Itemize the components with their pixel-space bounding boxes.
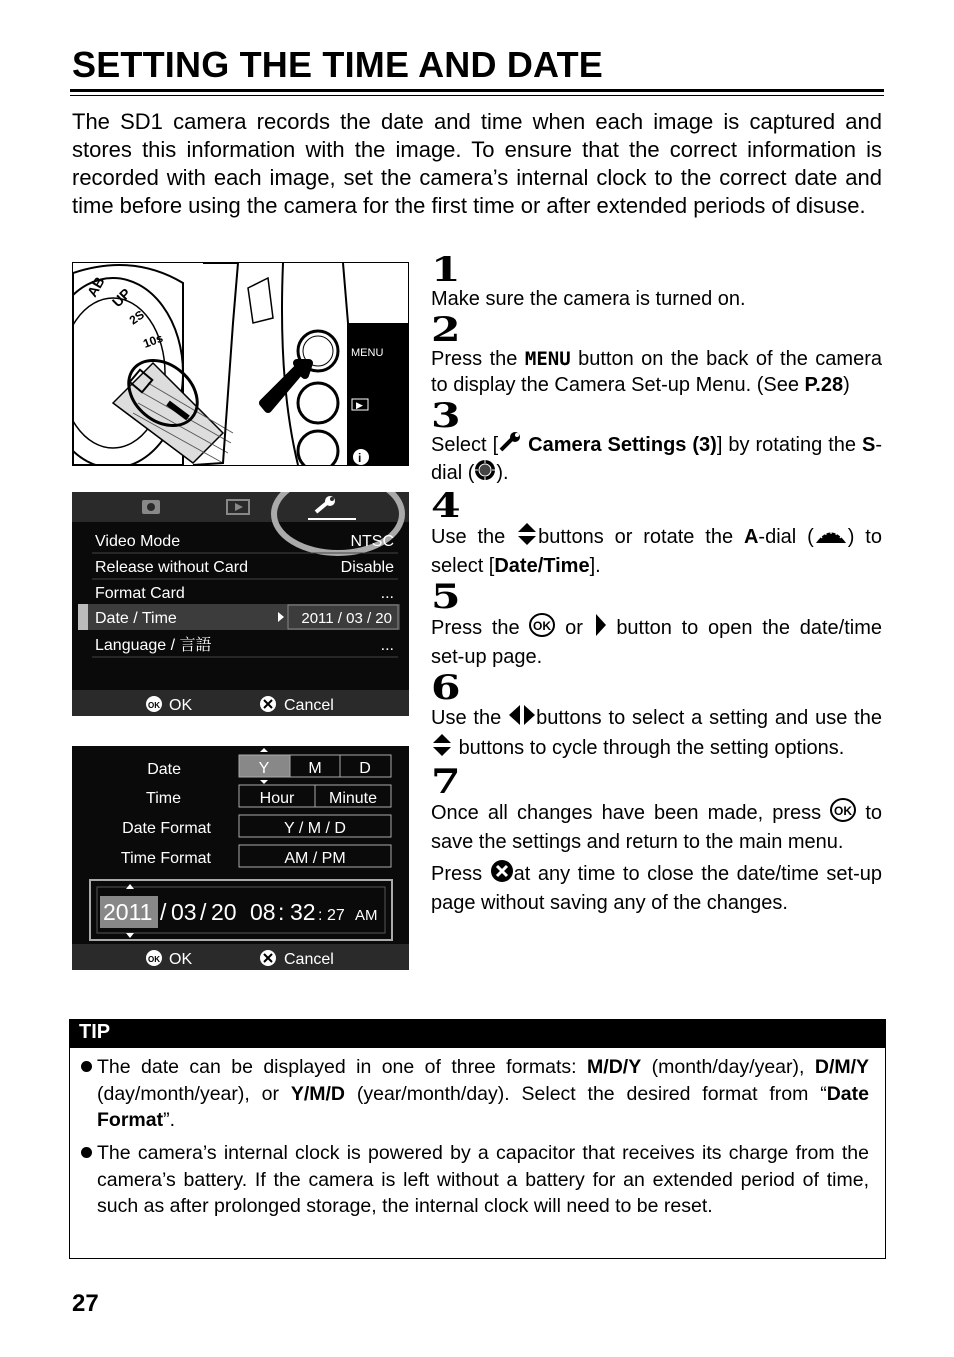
camera-back-illustration bbox=[193, 263, 408, 465]
step-number: 4 bbox=[431, 486, 461, 527]
time-option-hour: Hour bbox=[259, 790, 295, 807]
dial-label: UP bbox=[108, 285, 134, 311]
tip-item: The date can be displayed in one of three formats: M/D/Y (month/day/year), D/M/Y (day/month/year), or Y/M/D (year/month/day). Select the desired format from “Date Format”. bbox=[97, 1054, 869, 1134]
menu-row-value: Disable bbox=[340, 559, 394, 576]
step-number: 7 bbox=[431, 762, 461, 803]
svg-text:OK: OK bbox=[834, 804, 853, 819]
menu-row-value: ... bbox=[380, 585, 394, 602]
time-format-option: AM / PM bbox=[284, 850, 346, 867]
title-rule-thin bbox=[70, 95, 884, 96]
svg-text::: : bbox=[318, 907, 323, 924]
datetime-row-label: Date bbox=[147, 761, 181, 778]
menu-button-label: MENU bbox=[351, 347, 384, 359]
tip-item: The camera’s internal clock is powered by a capacitor that receives its charge from the camera’s battery. If the camera is left without a battery for an extended period of time, such as after prolonged storage, the internal clock will need to be reset. bbox=[97, 1140, 869, 1220]
up-down-arrows-icon bbox=[431, 733, 453, 764]
time-option-minute: Minute bbox=[328, 790, 378, 807]
tip-box bbox=[69, 1048, 886, 1259]
menu-row-label-selected: Date / Time bbox=[95, 610, 177, 627]
date-option-month: M bbox=[308, 760, 322, 777]
svg-text:OK: OK bbox=[533, 619, 552, 634]
s-dial-icon bbox=[474, 459, 496, 488]
menu-word: MENU bbox=[524, 348, 571, 370]
ok-button-icon bbox=[830, 798, 856, 829]
date-option-year: Y bbox=[258, 760, 270, 777]
readout-second: 27 bbox=[327, 907, 345, 924]
page-number: 27 bbox=[72, 1290, 99, 1317]
svg-text:OK: OK bbox=[148, 955, 160, 964]
bullet-icon bbox=[81, 1061, 92, 1072]
readout-day: 20 bbox=[211, 899, 237, 925]
info-button-label: i bbox=[358, 451, 362, 465]
page-reference: P.28 bbox=[804, 374, 844, 396]
step-text: Use the buttons to select a setting and use the buttons to cycle through the setting options. bbox=[431, 704, 882, 764]
left-right-arrows-icon bbox=[508, 704, 536, 733]
mode-dial-illustration bbox=[73, 265, 233, 465]
readout-minute: 32 bbox=[290, 899, 316, 925]
readout-hour: 08 bbox=[250, 899, 276, 925]
play-button-label: ▶ bbox=[356, 400, 363, 410]
menu-row-label: Language / 言語 bbox=[95, 637, 212, 654]
menu-row-label: Release without Card bbox=[95, 559, 248, 576]
tip-heading: TIP bbox=[69, 1019, 886, 1048]
svg-text:/: / bbox=[200, 899, 207, 925]
menu-row-label: Video Mode bbox=[95, 533, 181, 550]
page-title: SETTING THE TIME AND DATE bbox=[72, 44, 603, 85]
step-text: Once all changes have been made, press OK to save the settings and return to the main menu. bbox=[431, 798, 882, 855]
menu-row-value: NTSC bbox=[350, 533, 394, 550]
intro-paragraph: The SD1 camera records the date and time when each image is captured and stores this information with the image. To ensure that the correct information is recorded with each image, set the camera’s internal clock to the correct date and time before using the camera for the first time or after extended periods of disuse. bbox=[72, 109, 882, 218]
datetime-row-label: Date Format bbox=[122, 820, 211, 837]
step-text: Press the MENU button on the back of the camera to display the Camera Set-up Menu. (See P.28) bbox=[431, 348, 882, 396]
wrench-icon bbox=[498, 432, 522, 459]
ok-button-icon bbox=[529, 613, 555, 644]
step-number: 6 bbox=[431, 668, 461, 709]
step-number: 3 bbox=[431, 396, 461, 436]
step-text: Press the OK or button to open the date/time set-up page. bbox=[431, 613, 882, 670]
step-text: Make sure the camera is turned on. bbox=[431, 288, 746, 310]
up-down-arrows-icon bbox=[516, 522, 538, 553]
step-number: 5 bbox=[431, 577, 461, 618]
menu-row-value: ... bbox=[380, 637, 394, 654]
date-format-option: Y / M / D bbox=[284, 820, 346, 837]
title-rule-thick bbox=[70, 89, 884, 92]
camera-illustration bbox=[72, 262, 409, 466]
cancel-button-icon bbox=[490, 859, 514, 890]
step-number: 1 bbox=[431, 250, 461, 290]
ok-label: OK bbox=[169, 951, 193, 968]
dial-label: 2S bbox=[126, 307, 147, 328]
svg-text::: : bbox=[278, 899, 285, 925]
bullet-icon bbox=[81, 1147, 92, 1158]
right-arrow-icon bbox=[593, 613, 607, 644]
dial-label: 10s bbox=[141, 330, 165, 351]
svg-text:OK: OK bbox=[148, 701, 160, 710]
datetime-row-label: Time Format bbox=[120, 850, 211, 867]
step-text: Use the buttons or rotate the A-dial ( ) to select [Date/Time]. bbox=[431, 522, 882, 579]
steps-list bbox=[431, 250, 883, 918]
camera-menu-screen bbox=[72, 492, 409, 716]
date-option-day: D bbox=[359, 760, 371, 777]
menu-row-value-selected: 2011 / 03 / 20 bbox=[301, 610, 392, 627]
svg-text:/: / bbox=[160, 899, 167, 925]
cancel-label: Cancel bbox=[284, 951, 334, 968]
step-text: Press at any time to close the date/time set-up page without saving any of the changes. bbox=[431, 859, 882, 916]
cancel-label: Cancel bbox=[284, 697, 334, 714]
step-number: 2 bbox=[431, 310, 461, 350]
menu-row-label: Format Card bbox=[95, 585, 185, 602]
datetime-row-label: Time bbox=[146, 790, 181, 807]
a-dial-icon bbox=[814, 525, 848, 551]
datetime-setup-screen bbox=[72, 746, 409, 970]
step-text: Select [ Camera Settings (3)] by rotating the S-dial ( ). bbox=[431, 432, 882, 488]
dial-label: AB bbox=[83, 273, 108, 300]
readout-ampm: AM bbox=[355, 907, 378, 924]
ok-label: OK bbox=[169, 697, 193, 714]
readout-month: 03 bbox=[171, 899, 197, 925]
readout-year: 2011 bbox=[103, 899, 153, 925]
